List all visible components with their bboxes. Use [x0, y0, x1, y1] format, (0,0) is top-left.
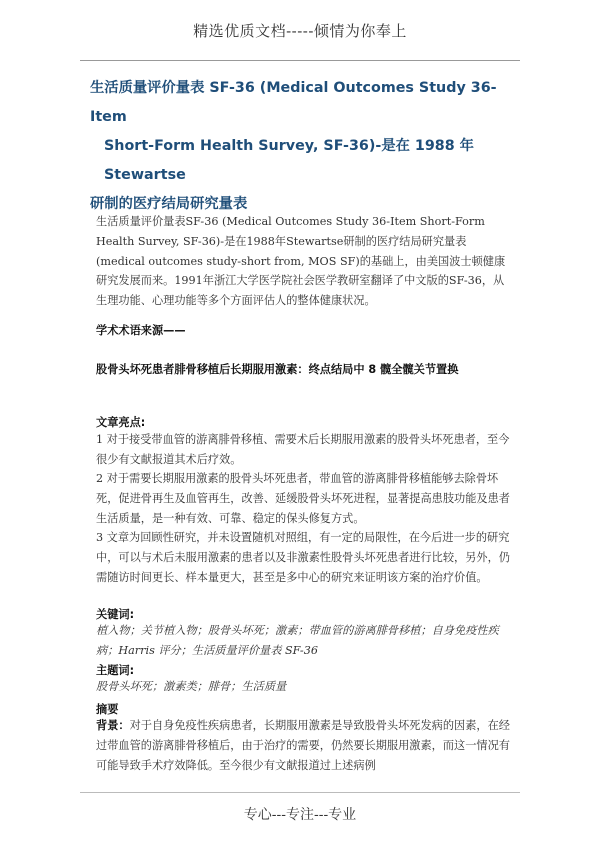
keywords-heading: 关键词:: [96, 608, 135, 621]
highlight-item-2: 2 对于需要长期服用激素的股骨头坏死患者，带血管的游离腓骨移植能够去除骨坏死，促进骨再生及血管再生，改善、延缓股骨头坏死进程，显著提高患肢功能及患者生活质量，是一种有效、可靠、稳定的保头修复方式。: [96, 472, 510, 525]
title-line-3: 研制的医疗结局研究量表: [90, 196, 248, 212]
footer-divider: [80, 792, 520, 793]
article-title: 股骨头坏死患者腓骨移植后长期服用激素：终点结局中 8 髋全髋关节置换: [96, 363, 459, 376]
intro-paragraph: 生活质量评价量表SF-36 (Medical Outcomes Study 36-Item Short-Form Health Survey, SF-36)-是在1988年Stewartse研制的医疗结局研究量表(medical outcomes study-short from, MOS SF)的基础上，由美国波士顿健康研究发展而来。1991年浙江大学医学院社会医学教研室翻译了中文版的SF-36，从生理功能、心理功能等多个方面评估人的整体健康状况。: [96, 215, 506, 308]
highlights-heading: 文章亮点:: [96, 416, 146, 429]
abstract-background-text: 对于自身免疫性疾病患者，长期服用激素是导致股骨头坏死发病的因素，在经过带血管的游离腓骨移植后，由于治疗的需要，仍然要长期服用激素，而这一情况有可能导致手术疗效降低。至今很少有文献报道过上述病例: [96, 719, 510, 772]
page-footer: 专心---专注---专业: [243, 807, 357, 823]
highlight-item-1: 1 对于接受带血管的游离腓骨移植、需要术后长期服用激素的股骨头坏死患者，至今很少有文献报道其术后疗效。: [96, 433, 510, 466]
source-heading: 学术术语来源——: [96, 324, 186, 337]
abstract-background-label: 背景：: [96, 719, 130, 732]
document-title: [90, 74, 520, 219]
highlight-item-3: 3 文章为回顾性研究，并未设置随机对照组，有一定的局限性，在今后进一步的研究中，可以与术后未服用激素的患者以及非激素性股骨头坏死患者进行比较，另外，仍需随访时间更长、样本量更大，甚至是多中心的研究来证明该方案的治疗价值。: [96, 531, 510, 584]
title-line-1: 生活质量评价量表 SF-36 (Medical Outcomes Study 36-Item: [90, 80, 497, 125]
page-header: 精选优质文档-----倾情为你奉上: [193, 22, 407, 40]
title-line-2: Short-Form Health Survey, SF-36)-是在 1988 年 Stewartse: [104, 138, 474, 183]
header-divider: [80, 60, 520, 61]
keywords-text: 植入物；关节植入物；股骨头坏死；激素；带血管的游离腓骨移植；自身免疫性疾病；Harris 评分；生活质量评价量表 SF-36: [96, 624, 499, 657]
abstract-paragraph: [96, 716, 510, 775]
subject-text: 股骨头坏死；激素类；腓骨；生活质量: [96, 680, 287, 693]
subject-heading: 主题词:: [96, 664, 135, 677]
abstract-heading: 摘要: [96, 703, 119, 716]
